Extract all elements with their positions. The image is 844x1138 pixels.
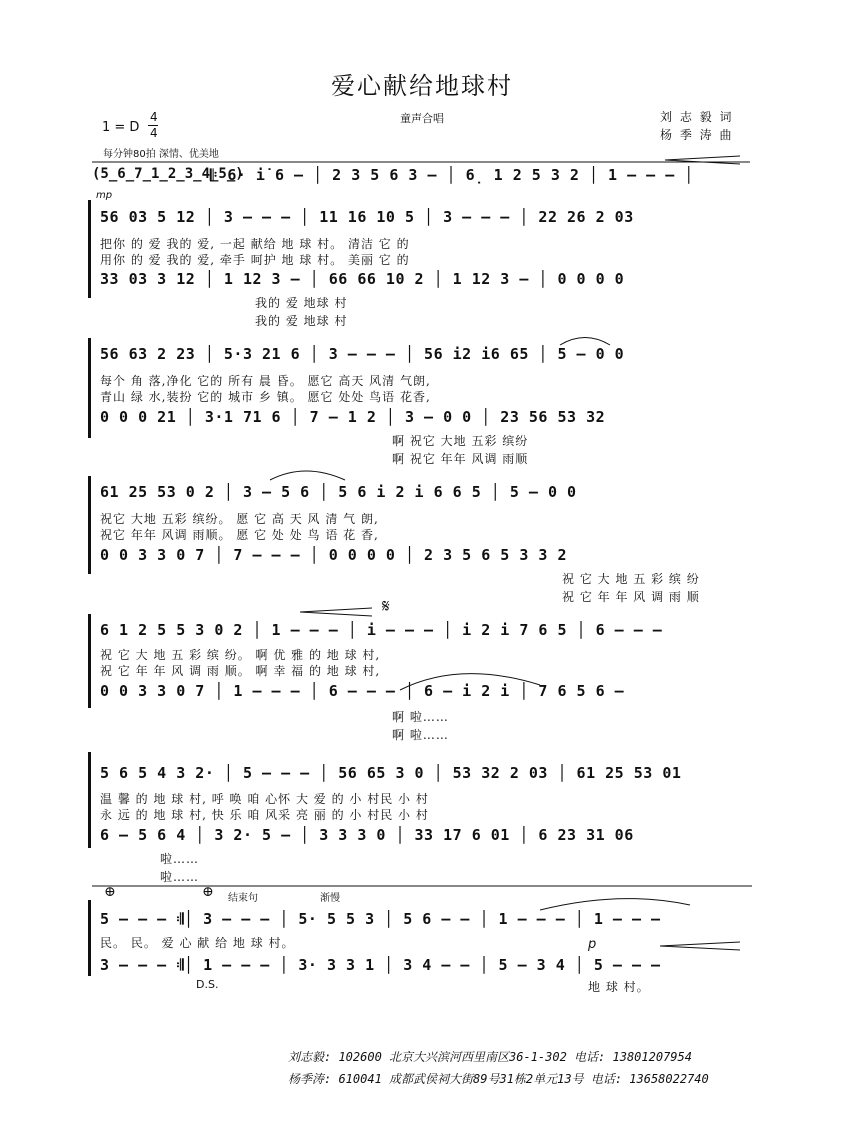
system6-lower-lyrics: 地 球 村。 bbox=[588, 980, 650, 994]
system2-lower-lyrics-2: 啊 祝它 年年 风调 雨顺 bbox=[392, 452, 529, 466]
footer-contact-lyricist: 刘志毅: 102600 北京大兴滨河西里南区36-1-302 电话: 13801207954 bbox=[288, 1050, 692, 1064]
slur-sys2 bbox=[560, 338, 610, 346]
system2-lower-notes: 0 0 0 21 │ 3·1 71 6 │ 7 – 1 2 │ 3 – 0 0 │ 23 56 53 32 bbox=[100, 408, 606, 426]
ending-label: 结束句 bbox=[228, 893, 258, 904]
system5-lower-lyrics-1: 啦…… bbox=[160, 852, 200, 866]
segno-sign: 𝄋 bbox=[382, 596, 390, 617]
system2-upper-notes: 56 63 2 23 │ 5·3 21 6 │ 3 – – – │ 56 i2 i6 65 │ 5 – 0 0 bbox=[100, 345, 625, 363]
slur-sys6 bbox=[540, 899, 690, 910]
system2-lower-lyrics-1: 啊 祝它 大地 五彩 缤纷 bbox=[392, 434, 529, 448]
subtitle: 童声合唱 bbox=[400, 112, 444, 125]
system1-lyrics-verse2: 用你 的 爱 我的 爱, 牵手 呵护 地 球 村。 美丽 它 的 bbox=[100, 253, 410, 267]
system5-lower-notes: 6 – 5 6 4 │ 3 2· 5 – │ 3 3 3 0 │ 33 17 6 01 │ 6 23 31 06 bbox=[100, 826, 634, 844]
system4-lyrics-verse1: 祝 它 大 地 五 彩 缤 纷。 啊 优 雅 的 地 球 村, bbox=[100, 648, 381, 662]
system5-lyrics-verse2: 永 远 的 地 球 村, 快 乐 咱 风采 亮 丽 的 小 村民 小 村 bbox=[100, 808, 429, 822]
system3-lower-lyrics-1: 祝 它 大 地 五 彩 缤 纷 bbox=[562, 572, 700, 586]
system1-upper-notes: 56 03 5 12 │ 3 – – – │ 11 16 10 5 │ 3 – – – │ 22 26 2 03 bbox=[100, 208, 634, 226]
system4-lyrics-verse2: 祝 它 年 年 风 调 雨 顺。 啊 幸 福 的 地 球 村, bbox=[100, 664, 381, 678]
system3-upper-notes: 61 25 53 0 2 │ 3 – 5 6 │ 5 6 i 2 i 6 6 5 │ 5 – 0 0 bbox=[100, 483, 577, 501]
coda-sign-right: ⊕ bbox=[202, 884, 214, 900]
system1-lower-notes: 33 03 3 12 │ 1 12 3 – │ 66 66 10 2 │ 1 12 3 – │ 0 0 0 0 bbox=[100, 270, 625, 288]
hairpin-sys6 bbox=[660, 942, 740, 950]
hairpin-sys4 bbox=[300, 608, 372, 616]
system1-lower-lyrics-1: 我的 爱 地球 村 bbox=[255, 296, 348, 310]
system4-upper-notes: 6 1 2 5 5 3 0 2 │ 1 – – – │ i – – – │ i 2 i 7 6 5 │ 6 – – – bbox=[100, 621, 663, 639]
tempo-marking: 每分钟80拍 深情、优美地 bbox=[103, 149, 219, 160]
footer-contact-composer: 杨季涛: 610041 成都武侯祠大街89号31栋2单元13号 电话: 13658022740 bbox=[288, 1072, 709, 1086]
coda-sign-left: ⊕ bbox=[104, 884, 116, 900]
system6-lyrics: 民。 民。 爱 心 献 给 地 球 村。 bbox=[100, 936, 295, 950]
system3-lower-lyrics-2: 祝 它 年 年 风 调 雨 顺 bbox=[562, 590, 700, 604]
ritardando-label: 渐慢 bbox=[320, 893, 340, 904]
intro-notes: (5̲6̲7̲1̲2̲3̲4̲5̲) bbox=[92, 166, 244, 182]
system4-lower-lyrics-1: 啊 啦…… bbox=[392, 710, 449, 724]
composer-credit: 杨 季 涛 曲 bbox=[660, 128, 734, 142]
system5-lyrics-verse1: 温 馨 的 地 球 村, 呼 唤 咱 心怀 大 爱 的 小 村民 小 村 bbox=[100, 792, 429, 806]
system3-lower-notes: 0 0 3 3 0 7 │ 7 – – – │ 0 0 0 0 │ 2 3 5 6 5 3 3 2 bbox=[100, 546, 568, 564]
system4-lower-lyrics-2: 啊 啦…… bbox=[392, 728, 449, 742]
dynamic-p: p bbox=[588, 937, 597, 952]
system3-lyrics-verse1: 祝它 大地 五彩 缤纷。 愿 它 高 天 风 清 气 朗, bbox=[100, 512, 379, 526]
lyricist-credit: 刘 志 毅 词 bbox=[660, 110, 734, 124]
system3-lyrics-verse2: 祝它 年年 风调 雨顺。 愿 它 处 处 鸟 语 花 香, bbox=[100, 528, 379, 542]
time-signature-bottom: 4 bbox=[150, 126, 158, 140]
slur-sys4 bbox=[400, 674, 540, 690]
prelude-notes: 𝄆 6· i̇ 6 – │ 2 3 5 6 3 – │ 6̣ 1 2 5 3 2 │ 1 – – – │ bbox=[210, 166, 694, 184]
time-signature-top: 4 bbox=[150, 110, 158, 124]
slur-sys3 bbox=[270, 471, 345, 480]
system5-lower-lyrics-2: 啦…… bbox=[160, 870, 200, 884]
song-title: 爱心献给地球村 bbox=[331, 72, 513, 100]
hairpin-prelude bbox=[665, 156, 740, 164]
key-signature: 1 = D bbox=[102, 120, 140, 135]
system4-lower-notes: 0 0 3 3 0 7 │ 1 – – – │ 6 – – – │ 6 – i 2 i │ 7 6 5 6 – bbox=[100, 682, 625, 700]
system1-lower-lyrics-2: 我的 爱 地球 村 bbox=[255, 314, 348, 328]
system6-lower-notes: 3 – – – 𝄇│ 1 – – – │ 3· 3 3 1 │ 3 4 – – │ 5 – 3 4 │ 5 – – – bbox=[100, 956, 661, 974]
system5-upper-notes: 5 6 5 4 3 2· │ 5 – – – │ 56 65 3 0 │ 53 32 2 03 │ 61 25 53 01 bbox=[100, 764, 682, 782]
system2-lyrics-verse2: 青山 绿 水,装扮 它的 城市 乡 镇。 愿它 处处 鸟语 花香, bbox=[100, 390, 431, 404]
dal-segno: D.S. bbox=[196, 978, 219, 991]
system6-upper-notes: 5 – – – 𝄇│ 3 – – – │ 5· 5 5 3 │ 5 6 – – │ 1 – – – │ 1 – – – bbox=[100, 910, 661, 928]
system2-lyrics-verse1: 每个 角 落,净化 它的 所有 晨 昏。 愿它 高天 风清 气朗, bbox=[100, 374, 431, 388]
dynamic-mp: mp bbox=[96, 190, 113, 201]
system1-lyrics-verse1: 把你 的 爱 我的 爱, 一起 献给 地 球 村。 清洁 它 的 bbox=[100, 237, 410, 251]
